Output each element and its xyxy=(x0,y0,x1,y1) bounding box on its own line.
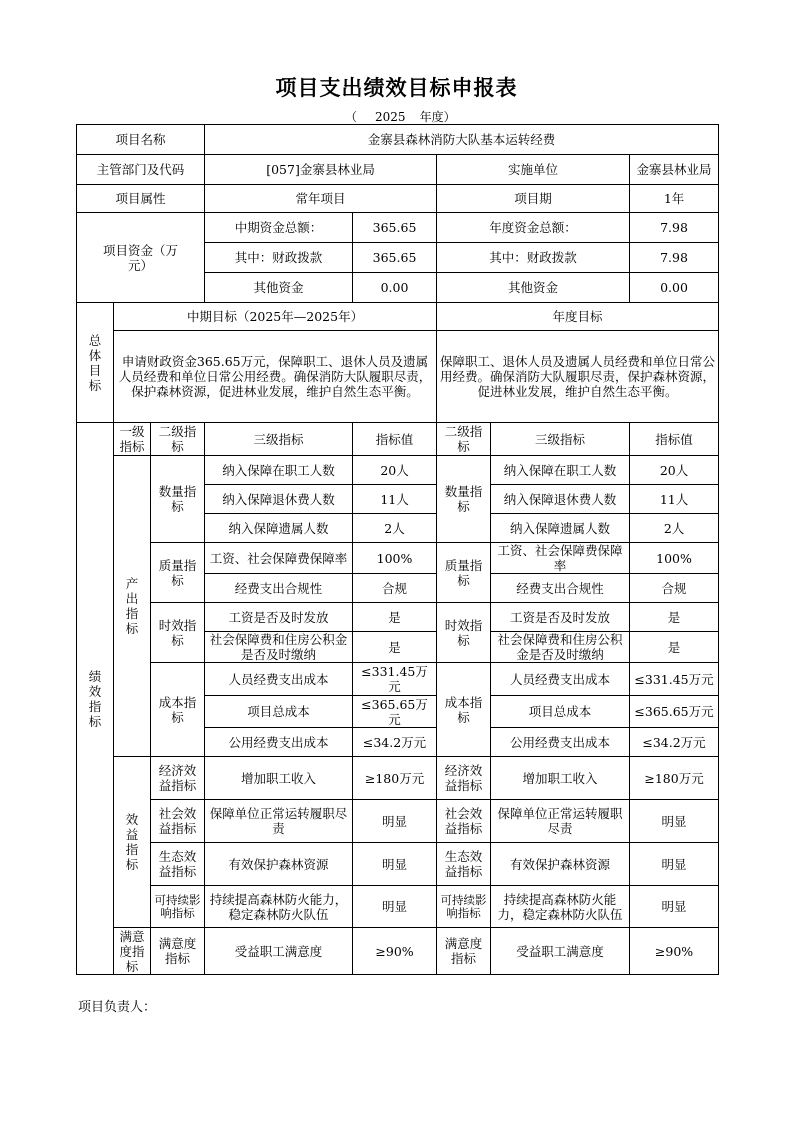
project-name-value: 金寨县森林消防大队基本运转经费 xyxy=(205,125,719,155)
year-value: 2025 xyxy=(375,110,406,124)
satisfaction2-label-left: 满意度指标 xyxy=(151,928,205,975)
t2-name-left: 社会保障费和住房公积金是否及时缴纳 xyxy=(205,632,353,663)
cost-label-left: 成本指标 xyxy=(151,663,205,757)
mid-goal-header: 中期目标（2025年—2025年） xyxy=(114,303,437,331)
q3-value-right: 2人 xyxy=(630,514,719,543)
mid-total-label: 中期资金总额： xyxy=(205,213,353,243)
annual-goal-header: 年度目标 xyxy=(437,303,719,331)
mid-other-value: 0.00 xyxy=(353,273,437,303)
sustainable-label-right: 可持续影响指标 xyxy=(437,886,491,928)
q2-name-left: 纳入保障退休费人数 xyxy=(205,485,353,514)
g1-value-right: 明显 xyxy=(630,843,719,886)
period-value: 1年 xyxy=(630,185,719,213)
t1-name-left: 工资是否及时发放 xyxy=(205,603,353,632)
e1-name-left: 增加职工收入 xyxy=(205,757,353,800)
c2-name-left: 项目总成本 xyxy=(205,696,353,728)
mid-other-label: 其他资金 xyxy=(205,273,353,303)
c2-name-right: 项目总成本 xyxy=(491,696,630,728)
impl-label: 实施单位 xyxy=(437,155,630,185)
q1-name-left: 纳入保障在职工人数 xyxy=(205,456,353,485)
g1-value-left: 明显 xyxy=(353,843,437,886)
q1-value-left: 20人 xyxy=(353,456,437,485)
quantity-label-left: 数量指标 xyxy=(151,456,205,543)
e1-value-right: ≥180万元 xyxy=(630,757,719,800)
g1-name-right: 有效保护森林资源 xyxy=(491,843,630,886)
funds-label: 项目资金（万元） xyxy=(77,213,205,303)
t2-name-right: 社会保障费和住房公积金是否及时缴纳 xyxy=(491,632,630,663)
q2-name-right: 纳入保障退休费人数 xyxy=(491,485,630,514)
t2-value-left: 是 xyxy=(353,632,437,663)
p1-name-right: 持续提高森林防火能力，稳定森林防火队伍 xyxy=(491,886,630,928)
annual-other-label: 其他资金 xyxy=(437,273,630,303)
ql1-value-left: 100% xyxy=(353,543,437,574)
sustainable-label-left: 可持续影响指标 xyxy=(151,886,205,928)
c1-name-right: 人员经费支出成本 xyxy=(491,663,630,696)
e1-name-right: 增加职工收入 xyxy=(491,757,630,800)
impl-value: 金寨县林业局 xyxy=(630,155,719,185)
economic-label-right: 经济效益指标 xyxy=(437,757,491,800)
s1-name-right: 保障单位正常运转履职尽责 xyxy=(491,800,630,843)
ecological-label-right: 生态效益指标 xyxy=(437,843,491,886)
header-level2-left: 二级指标 xyxy=(151,423,205,456)
c3-value-left: ≤34.2万元 xyxy=(353,728,437,757)
timeliness-label-right: 时效指标 xyxy=(437,603,491,663)
header-level2-right: 二级指标 xyxy=(437,423,491,456)
c3-name-left: 公用经费支出成本 xyxy=(205,728,353,757)
c1-value-right: ≤331.45万元 xyxy=(630,663,719,696)
satisfaction-label: 满意度指标 xyxy=(114,928,151,975)
ecological-label-left: 生态效益指标 xyxy=(151,843,205,886)
t1-value-left: 是 xyxy=(353,603,437,632)
ql2-value-right: 合规 xyxy=(630,574,719,603)
s1-value-right: 明显 xyxy=(630,800,719,843)
g1-name-left: 有效保护森林资源 xyxy=(205,843,353,886)
quantity-label-right: 数量指标 xyxy=(437,456,491,543)
c3-value-right: ≤34.2万元 xyxy=(630,728,719,757)
quality-label-right: 质量指标 xyxy=(437,543,491,603)
s1-value-left: 明显 xyxy=(353,800,437,843)
annual-total-label: 年度资金总额： xyxy=(437,213,630,243)
satisfaction2-label-right: 满意度指标 xyxy=(437,928,491,975)
ql1-value-right: 100% xyxy=(630,543,719,574)
ql2-value-left: 合规 xyxy=(353,574,437,603)
year-suffix: 年度） xyxy=(419,110,456,124)
e1-value-left: ≥180万元 xyxy=(353,757,437,800)
mid-fiscal-label: 其中：财政拨款 xyxy=(205,243,353,273)
s1-name-left: 保障单位正常运转履职尽责 xyxy=(205,800,353,843)
annual-goal-text: 保障职工、退休人员及遗属人员经费和单位日常公用经费。确保消防大队履职尽责，保护森林资源，促进林业发展，维护自然生态平衡。 xyxy=(437,331,719,423)
social-label-right: 社会效益指标 xyxy=(437,800,491,843)
m1-name-left: 受益职工满意度 xyxy=(205,928,353,975)
dept-label: 主管部门及代码 xyxy=(77,155,205,185)
ql1-name-left: 工资、社会保障费保障率 xyxy=(205,543,353,574)
t2-value-right: 是 xyxy=(630,632,719,663)
signer-label: 项目负责人： xyxy=(78,1000,157,1015)
m1-name-right: 受益职工满意度 xyxy=(491,928,630,975)
ql1-name-right: 工资、社会保障费保障率 xyxy=(491,543,630,574)
header-level3-left: 三级指标 xyxy=(205,423,353,456)
period-label: 项目期 xyxy=(437,185,630,213)
annual-other-value: 0.00 xyxy=(630,273,719,303)
ql2-name-left: 经费支出合规性 xyxy=(205,574,353,603)
mid-goal-text: 申请财政资金365.65万元，保障职工、退休人员及遗属人员经费和单位日常公用经费。确保消防大队履职尽责，保护森林资源，促进林业发展，维护自然生态平衡。 xyxy=(114,331,437,423)
header-value-right: 指标值 xyxy=(630,423,719,456)
timeliness-label-left: 时效指标 xyxy=(151,603,205,663)
t1-name-right: 工资是否及时发放 xyxy=(491,603,630,632)
mid-total-value: 365.65 xyxy=(353,213,437,243)
q1-value-right: 20人 xyxy=(630,456,719,485)
dept-value: [057]金寨县林业局 xyxy=(205,155,437,185)
header-value-left: 指标值 xyxy=(353,423,437,456)
goal-label: 总体目标 xyxy=(77,303,114,423)
q2-value-left: 11人 xyxy=(353,485,437,514)
page-title: 项目支出绩效目标申报表 xyxy=(275,76,518,100)
header-level1: 一级指标 xyxy=(114,423,151,456)
q3-name-right: 纳入保障遗属人数 xyxy=(491,514,630,543)
cost-label-right: 成本指标 xyxy=(437,663,491,757)
p1-value-left: 明显 xyxy=(353,886,437,928)
header-level3-right: 三级指标 xyxy=(491,423,630,456)
annual-total-value: 7.98 xyxy=(630,213,719,243)
c2-value-left: ≤365.65万元 xyxy=(353,696,437,728)
performance-table xyxy=(76,124,719,975)
mid-fiscal-value: 365.65 xyxy=(353,243,437,273)
quality-label-left: 质量指标 xyxy=(151,543,205,603)
benefit-label: 效益指标 xyxy=(114,757,151,928)
q3-value-left: 2人 xyxy=(353,514,437,543)
m1-value-left: ≥90% xyxy=(353,928,437,975)
c2-value-right: ≤365.65万元 xyxy=(630,696,719,728)
q2-value-right: 11人 xyxy=(630,485,719,514)
annual-fiscal-value: 7.98 xyxy=(630,243,719,273)
t1-value-right: 是 xyxy=(630,603,719,632)
perf-label: 绩效指标 xyxy=(77,423,114,975)
annual-fiscal-label: 其中：财政拨款 xyxy=(437,243,630,273)
year-prefix: （ xyxy=(345,110,358,124)
project-name-label: 项目名称 xyxy=(77,125,205,155)
economic-label-left: 经济效益指标 xyxy=(151,757,205,800)
c1-name-left: 人员经费支出成本 xyxy=(205,663,353,696)
attr-value: 常年项目 xyxy=(205,185,437,213)
c1-value-left: ≤331.45万元 xyxy=(353,663,437,696)
p1-name-left: 持续提高森林防火能力，稳定森林防火队伍 xyxy=(205,886,353,928)
p1-value-right: 明显 xyxy=(630,886,719,928)
ql2-name-right: 经费支出合规性 xyxy=(491,574,630,603)
m1-value-right: ≥90% xyxy=(630,928,719,975)
attr-label: 项目属性 xyxy=(77,185,205,213)
social-label-left: 社会效益指标 xyxy=(151,800,205,843)
q3-name-left: 纳入保障遗属人数 xyxy=(205,514,353,543)
output-label: 产出指标 xyxy=(114,456,151,757)
c3-name-right: 公用经费支出成本 xyxy=(491,728,630,757)
year-line xyxy=(345,108,456,125)
q1-name-right: 纳入保障在职工人数 xyxy=(491,456,630,485)
